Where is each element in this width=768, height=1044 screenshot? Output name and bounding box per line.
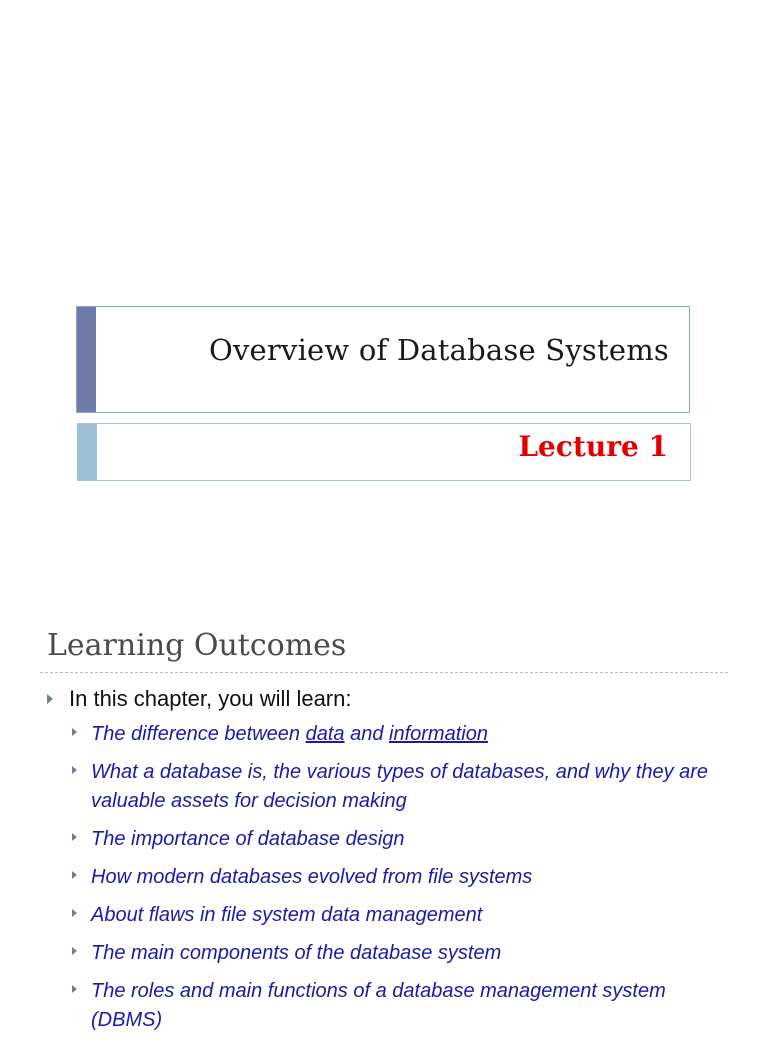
- outcome-item: [72, 720, 732, 749]
- outcome-text-part: and: [344, 723, 390, 745]
- subtitle-box: [77, 423, 691, 481]
- bullet-arrow-icon: [72, 833, 77, 841]
- outcomes-heading: Learning Outcomes: [47, 628, 347, 663]
- title-box: [76, 306, 690, 413]
- outcome-item: [72, 939, 732, 968]
- outcome-item: [72, 825, 732, 854]
- outcome-text-part: What a database is, the various types of databases, and why they are valuable assets for decision making: [91, 761, 709, 812]
- outcome-item: [72, 977, 732, 1035]
- slide-subtitle: Lecture 1: [518, 430, 668, 463]
- bullet-arrow-icon: [72, 985, 77, 993]
- outcomes-list: [72, 720, 732, 1044]
- outcome-item-text: [91, 863, 711, 892]
- outcome-item: [72, 863, 732, 892]
- bullet-arrow-icon: [72, 947, 77, 955]
- slide-title: Overview of Database Systems: [209, 333, 669, 367]
- outcome-item-text: [91, 939, 711, 968]
- outcome-item: [72, 901, 732, 930]
- title-accent-bar: [77, 307, 96, 412]
- outcome-text-part: The main components of the database system: [91, 942, 502, 964]
- outcome-text-part: About flaws in file system data management: [91, 904, 483, 926]
- learning-outcomes-slide: [0, 620, 768, 1031]
- outcome-item: [72, 758, 732, 816]
- bullet-arrow-icon: [72, 871, 77, 879]
- outcome-text-part: The importance of database design: [91, 828, 405, 850]
- subtitle-accent-bar: [78, 424, 97, 480]
- heading-divider: [40, 672, 728, 673]
- outcome-item-text: [91, 977, 711, 1035]
- outcome-item-text: [91, 901, 711, 930]
- bullet-arrow-icon: [72, 728, 77, 736]
- outcome-text-part: The roles and main functions of a database management system (DBMS): [91, 980, 666, 1031]
- outcome-text-part: How modern databases evolved from file systems: [91, 866, 533, 888]
- underlined-term: data: [305, 723, 345, 745]
- bullet-arrow-icon: [47, 694, 53, 704]
- outcome-item-text: [91, 825, 711, 854]
- underlined-term: information: [389, 723, 488, 745]
- intro-text: In this chapter, you will learn:: [69, 686, 352, 711]
- outcome-item-text: [91, 720, 711, 749]
- bullet-arrow-icon: [72, 766, 77, 774]
- outcome-item-text: [91, 758, 711, 816]
- bullet-arrow-icon: [72, 909, 77, 917]
- outcome-text-part: The difference between: [91, 723, 306, 745]
- intro-bullet: [47, 686, 351, 712]
